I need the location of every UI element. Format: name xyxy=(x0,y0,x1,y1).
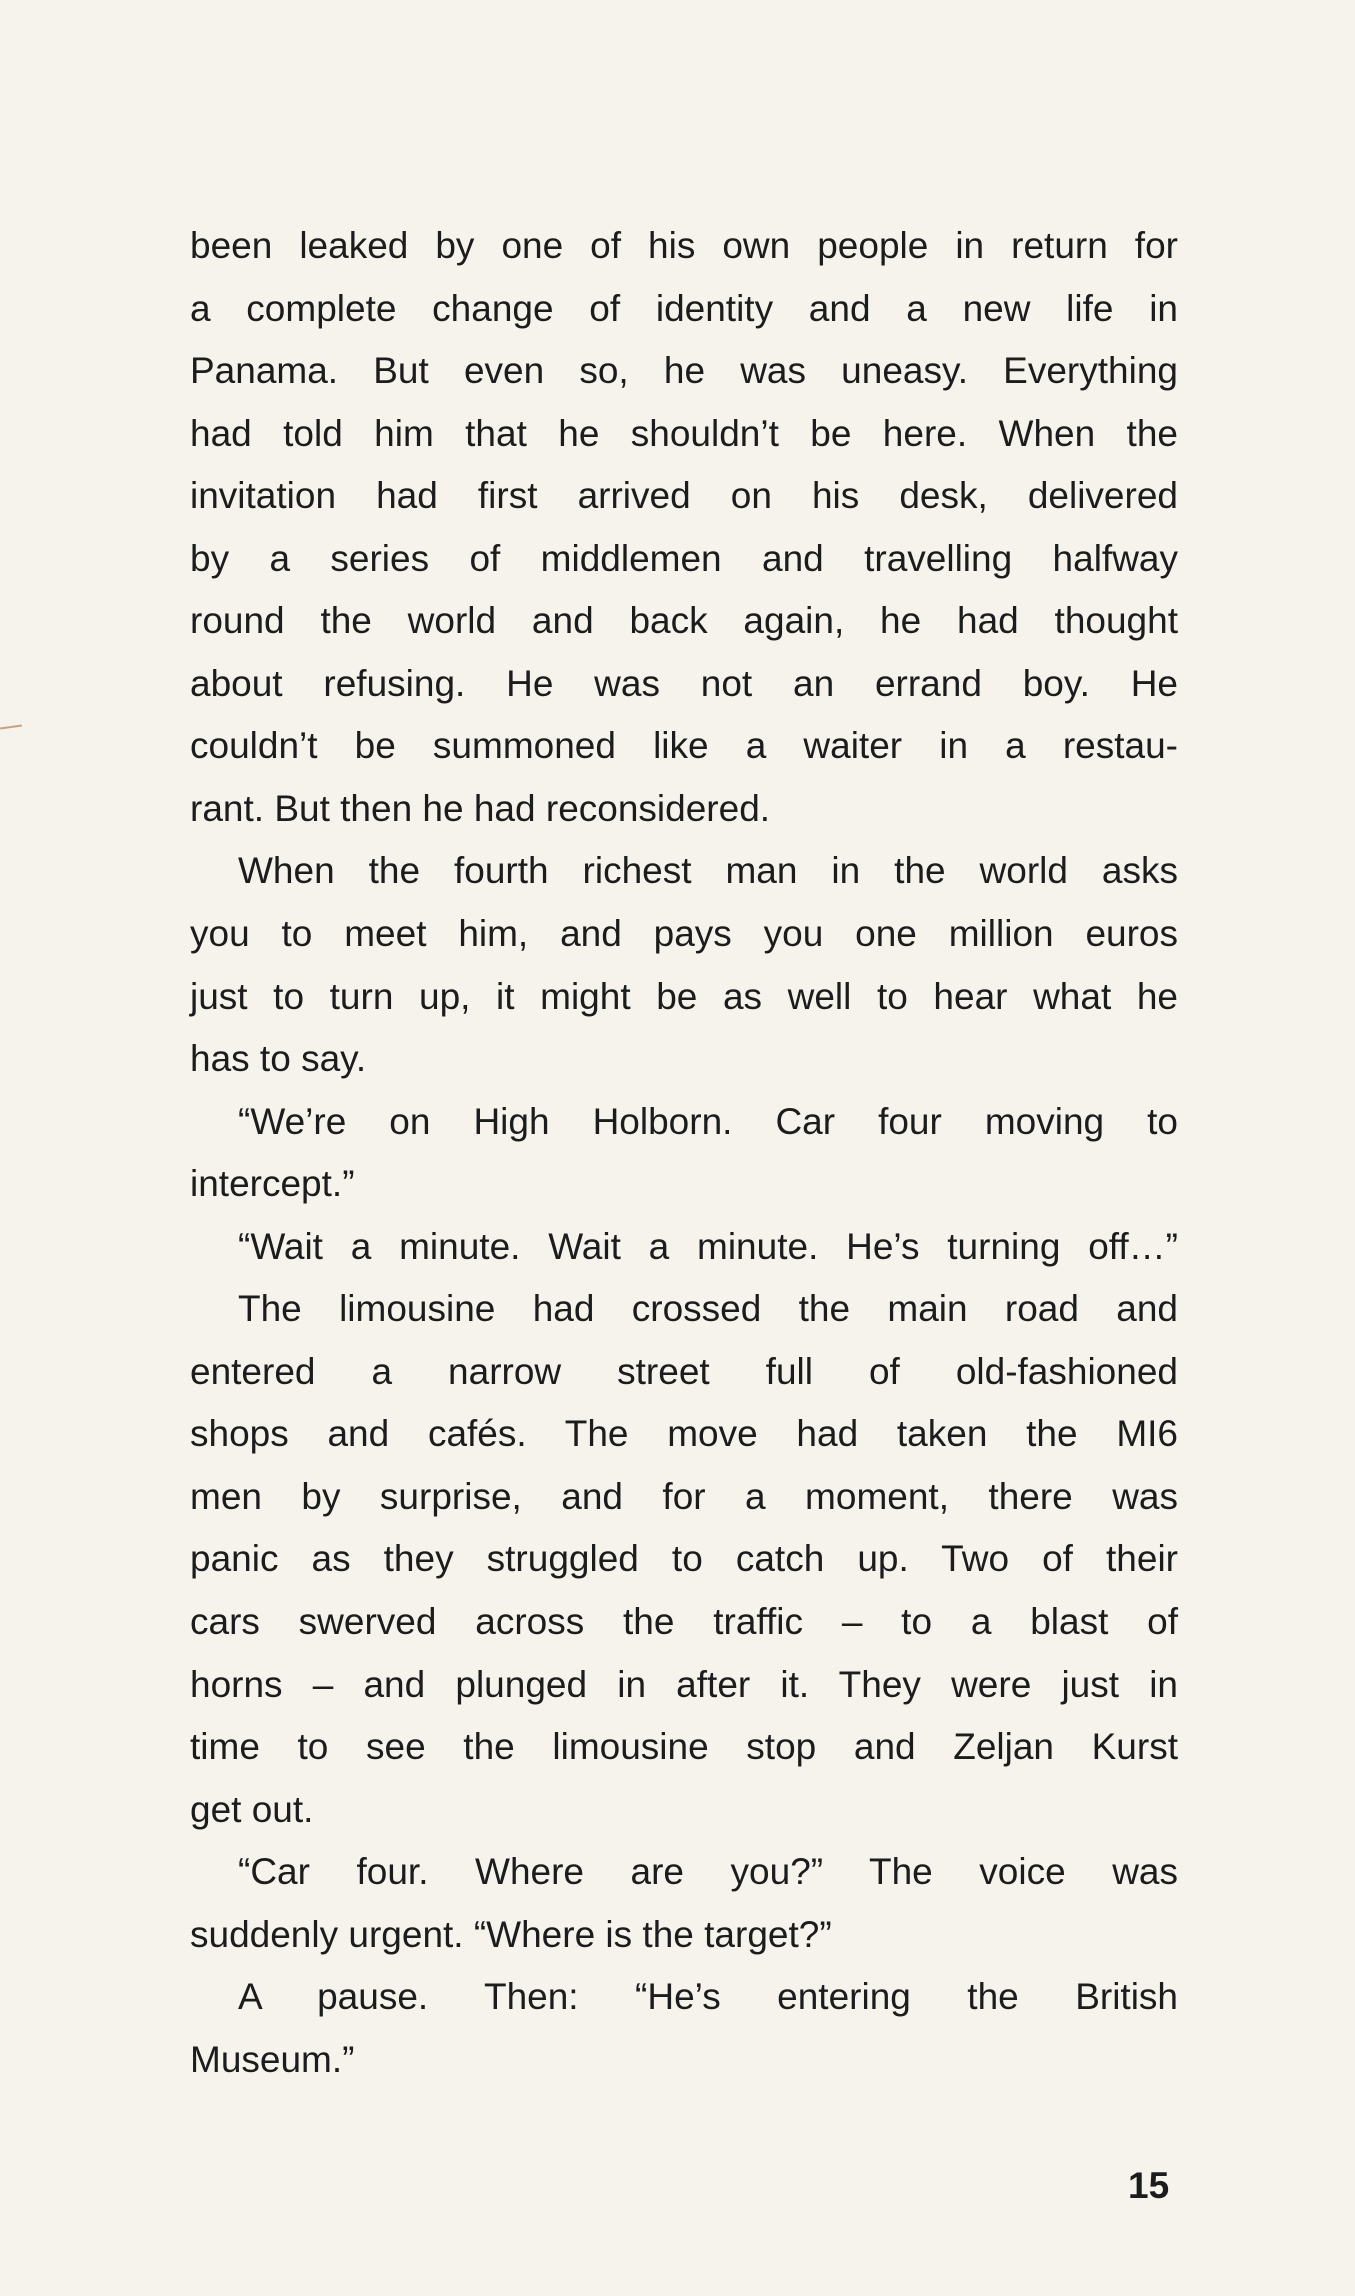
body-text xyxy=(190,215,1178,2091)
text-line: just to turn up, it might be as well to hear what he xyxy=(190,975,1178,1017)
text-line: “Wait a minute. Wait a minute. He’s turning off…” xyxy=(238,1225,1178,1267)
text-line: couldn’t be summoned like a waiter in a restau- xyxy=(190,725,1178,767)
text-line: “Car four. Where are you?” The voice was xyxy=(238,1851,1178,1893)
text-line: invitation had first arrived on his desk, delivered xyxy=(190,475,1178,517)
text-line: get out. xyxy=(190,1788,314,1830)
paragraph xyxy=(190,1216,1178,1279)
text-line: rant. But then he had reconsidered. xyxy=(190,787,771,829)
text-line: Museum.” xyxy=(190,2038,355,2080)
text-line: round the world and back again, he had thought xyxy=(190,600,1178,642)
text-line: The limousine had crossed the main road and xyxy=(238,1288,1178,1330)
paragraph xyxy=(190,1278,1178,1841)
text-line: about refusing. He was not an errand boy. He xyxy=(190,662,1178,704)
text-line: had told him that he shouldn’t be here. When the xyxy=(190,412,1178,454)
text-line: A pause. Then: “He’s entering the British xyxy=(238,1976,1178,2018)
text-line: you to meet him, and pays you one million euros xyxy=(190,913,1178,955)
paragraph xyxy=(190,1966,1178,2091)
text-line: “We’re on High Holborn. Car four moving to xyxy=(238,1100,1178,1142)
text-line: suddenly urgent. “Where is the target?” xyxy=(190,1913,832,1955)
text-line: a complete change of identity and a new life in xyxy=(190,287,1178,329)
text-line: intercept.” xyxy=(190,1163,355,1205)
text-line: horns – and plunged in after it. They were just in xyxy=(190,1663,1178,1705)
text-line: entered a narrow street full of old-fashioned xyxy=(190,1350,1178,1392)
text-line: has to say. xyxy=(190,1038,367,1080)
text-line: men by surprise, and for a moment, there was xyxy=(190,1475,1178,1517)
text-line: time to see the limousine stop and Zeljan Kurst xyxy=(190,1726,1178,1768)
paragraph xyxy=(190,840,1178,1090)
text-line: by a series of middlemen and travelling halfway xyxy=(190,537,1178,579)
page-number: 15 xyxy=(1128,2165,1170,2206)
text-line: panic as they struggled to catch up. Two of their xyxy=(190,1538,1178,1580)
text-line: Panama. But even so, he was uneasy. Everything xyxy=(190,350,1178,392)
paragraph xyxy=(190,1091,1178,1216)
text-line: When the fourth richest man in the world asks xyxy=(238,850,1178,892)
page-edge-mark xyxy=(0,724,22,729)
text-line: shops and cafés. The move had taken the MI6 xyxy=(190,1413,1178,1455)
paragraph xyxy=(190,1841,1178,1966)
text-line: cars swerved across the traffic – to a blast of xyxy=(190,1601,1178,1643)
text-line: been leaked by one of his own people in return for xyxy=(190,225,1178,266)
paragraph xyxy=(190,215,1178,840)
